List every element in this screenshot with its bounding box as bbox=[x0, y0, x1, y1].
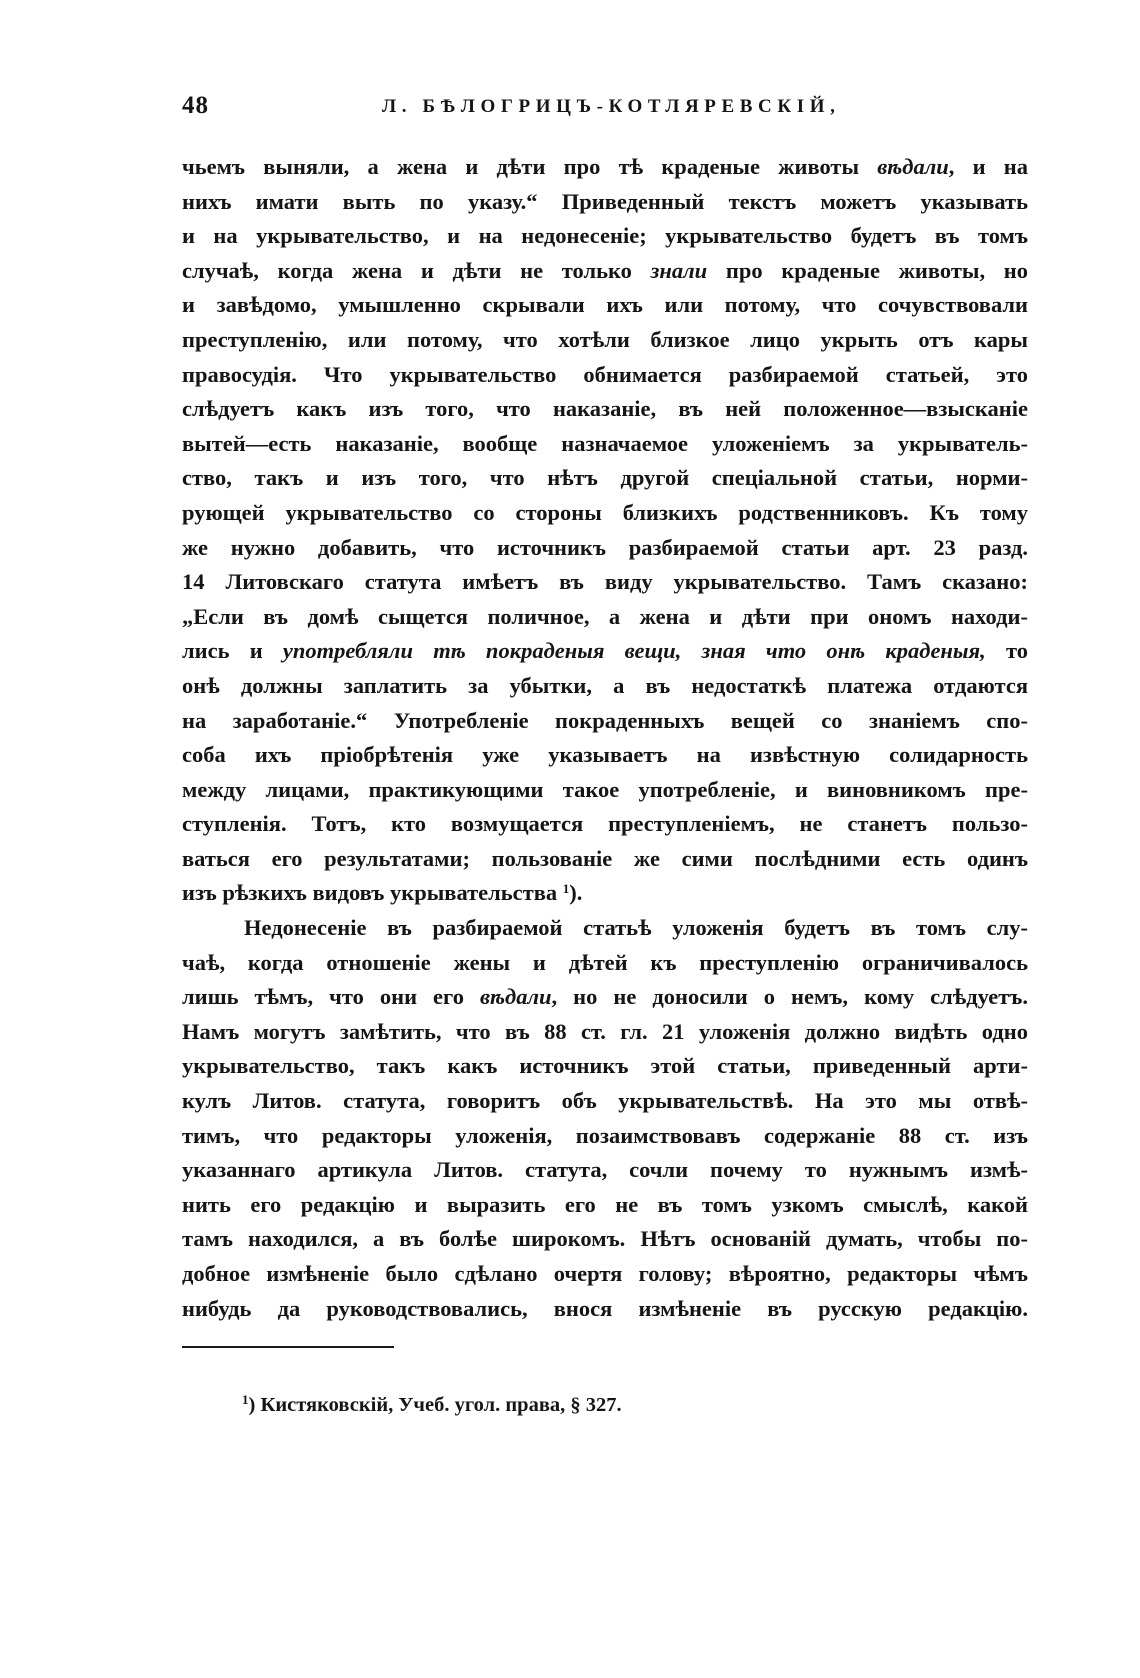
text-run: добное измѣненіе было сдѣлано очертя голову; вѣроятно, редакторы чѣмъ bbox=[182, 1261, 1028, 1286]
text-line bbox=[182, 669, 1028, 704]
text-run: же нужно добавить, что источникъ разбираемой статьи арт. 23 разд. bbox=[182, 534, 1028, 560]
text-line bbox=[182, 1119, 1028, 1154]
text-line bbox=[182, 980, 1028, 1015]
text-run: указаннаго артикула Литов. статута, сочли почему то нужнымъ измѣ- bbox=[182, 1157, 1028, 1183]
text-run: лись и bbox=[182, 638, 283, 664]
text-line bbox=[182, 531, 1028, 566]
text-run: вытей—есть наказаніе, вообще назначаемое уложеніемъ за укрыватель- bbox=[182, 430, 1028, 456]
text-run: про краденые животы, но bbox=[707, 257, 1028, 283]
text-line bbox=[182, 1049, 1028, 1084]
text-run: между лицами, практикующими такое употребленіе, и виновникомъ пре- bbox=[182, 776, 1028, 802]
text-run: рующей укрывательство со стороны близкихъ родственниковъ. Къ тому bbox=[182, 499, 1028, 525]
text-line bbox=[182, 461, 1028, 496]
text-line bbox=[182, 288, 1028, 323]
text-line bbox=[182, 323, 1028, 358]
text-line bbox=[182, 946, 1028, 981]
text-run: правосудія. Что укрывательство обнимается разбираемой статьей, это bbox=[182, 361, 1028, 387]
text-line bbox=[182, 600, 1028, 635]
text-run: на заработаніе.“ Употребленіе покраденныхъ вещей со знаніемъ спо- bbox=[182, 707, 1028, 733]
text-run: кулъ Литов. статута, говоритъ объ укрывательствѣ. На это мы отвѣ- bbox=[182, 1088, 1028, 1114]
body-text bbox=[182, 150, 1028, 1326]
text-line bbox=[182, 1153, 1028, 1188]
text-line bbox=[182, 1292, 1028, 1327]
text-run: нихъ имати выть по указу.“ Приведенный текстъ можетъ указывать bbox=[182, 188, 1028, 214]
footnote-marker: 1 bbox=[242, 1392, 249, 1407]
text-line bbox=[182, 219, 1028, 254]
text-line bbox=[182, 773, 1028, 808]
running-head: Л. БѢЛОГРИЦЪ-КОТЛЯРЕВСКІЙ, bbox=[382, 96, 841, 117]
text-line bbox=[182, 427, 1028, 462]
page-header bbox=[182, 92, 1028, 132]
text-run: ступленія. Тотъ, кто возмущается преступленіемъ, не станетъ пользо- bbox=[182, 811, 1028, 837]
text-run: нибудь да руководствовались, внося измѣненіе въ русскую редакцію. bbox=[182, 1295, 1028, 1321]
text-run: онѣ должны заплатить за убытки, а въ недостаткѣ платежа отдаются bbox=[182, 672, 1028, 698]
text-run: , но не доносили о немъ, кому слѣдуетъ. bbox=[551, 984, 1028, 1010]
text-line bbox=[182, 807, 1028, 842]
text-run: и завѣдомо, умышленно скрывали ихъ или потому, что сочувствовали bbox=[182, 292, 1028, 318]
text-run: ство, такъ и изъ того, что нѣтъ другой спеціальной статьи, норми- bbox=[182, 465, 1028, 491]
text-line bbox=[182, 150, 1028, 185]
footnote-text: ) Кистяковскій, Учеб. угол. права, § 327. bbox=[248, 1394, 622, 1416]
text-run: нить его редакцію и выразить его не въ томъ узкомъ смыслѣ, какой bbox=[182, 1191, 1028, 1217]
text-line bbox=[182, 254, 1028, 289]
footnote-ref: 1 bbox=[562, 881, 570, 897]
page-number: 48 bbox=[182, 92, 209, 119]
text-line bbox=[182, 634, 1028, 669]
italic-phrase: вѣдали bbox=[479, 984, 552, 1010]
footnote bbox=[242, 1394, 622, 1417]
text-run: преступленію, или потому, что хотѣли близкое лицо укрыть отъ кары bbox=[182, 326, 1028, 352]
text-run: чаѣ, когда отношеніе жены и дѣтей къ преступленію ограничивалось bbox=[182, 949, 1028, 975]
text-line bbox=[182, 876, 1028, 911]
text-line bbox=[182, 496, 1028, 531]
text-line bbox=[182, 1084, 1028, 1119]
italic-phrase: знали bbox=[650, 257, 708, 283]
text-line bbox=[182, 738, 1028, 773]
text-run: укрывательство, такъ какъ источникъ этой статьи, приведенный арти- bbox=[182, 1053, 1028, 1079]
text-run: изъ рѣзкихъ видовъ укрывательства bbox=[182, 880, 563, 906]
text-line bbox=[182, 1257, 1028, 1292]
text-run: то bbox=[985, 638, 1028, 664]
text-line bbox=[182, 1188, 1028, 1223]
text-run: чьемъ выняли, а жена и дѣти про тѣ краденые животы bbox=[182, 154, 878, 179]
text-line bbox=[182, 565, 1028, 600]
text-line bbox=[182, 185, 1028, 220]
text-run: , и на bbox=[948, 154, 1028, 179]
text-run: случаѣ, когда жена и дѣти не только bbox=[182, 257, 651, 283]
text-run: тимъ, что редакторы уложенія, позаимствовавъ содержаніе 88 ст. изъ bbox=[182, 1122, 1028, 1148]
text-line bbox=[182, 704, 1028, 739]
italic-phrase: вѣдали bbox=[877, 154, 949, 179]
text-line bbox=[182, 842, 1028, 877]
text-run: тамъ находился, а въ болѣе широкомъ. Нѣтъ основаній думать, чтобы по- bbox=[182, 1226, 1028, 1252]
text-run: ваться его результатами; пользованіе же сими послѣдними есть одинъ bbox=[182, 845, 1028, 871]
text-line bbox=[182, 358, 1028, 393]
text-line bbox=[182, 392, 1028, 427]
text-run: ). bbox=[569, 880, 583, 906]
text-line bbox=[182, 911, 1028, 946]
footnote-divider bbox=[182, 1346, 394, 1348]
text-run: слѣдуетъ какъ изъ того, что наказаніе, въ ней положенное—взысканіе bbox=[182, 396, 1028, 422]
text-run: Намъ могутъ замѣтить, что въ 88 ст. гл. 21 уложенія должно видѣть одно bbox=[182, 1018, 1028, 1044]
italic-phrase: употребляли тѣ покраденыя вещи, зная что онѣ краденыя, bbox=[282, 638, 986, 664]
text-run: и на укрывательство, и на недонесеніе; укрывательство будетъ въ томъ bbox=[182, 223, 1028, 249]
text-line bbox=[182, 1015, 1028, 1050]
text-run: 14 Литовскаго статута имѣетъ въ виду укрывательство. Тамъ сказано: bbox=[182, 569, 1028, 595]
text-line bbox=[182, 1222, 1028, 1257]
text-run: Недонесеніе въ разбираемой статьѣ уложенія будетъ въ томъ слу- bbox=[244, 915, 1028, 941]
text-run: „Если въ домѣ сыщется поличное, а жена и дѣти при ономъ находи- bbox=[182, 603, 1028, 629]
text-run: соба ихъ пріобрѣтенія уже указываетъ на извѣстную солидарность bbox=[182, 742, 1028, 768]
text-run: лишь тѣмъ, что они его bbox=[182, 984, 480, 1010]
